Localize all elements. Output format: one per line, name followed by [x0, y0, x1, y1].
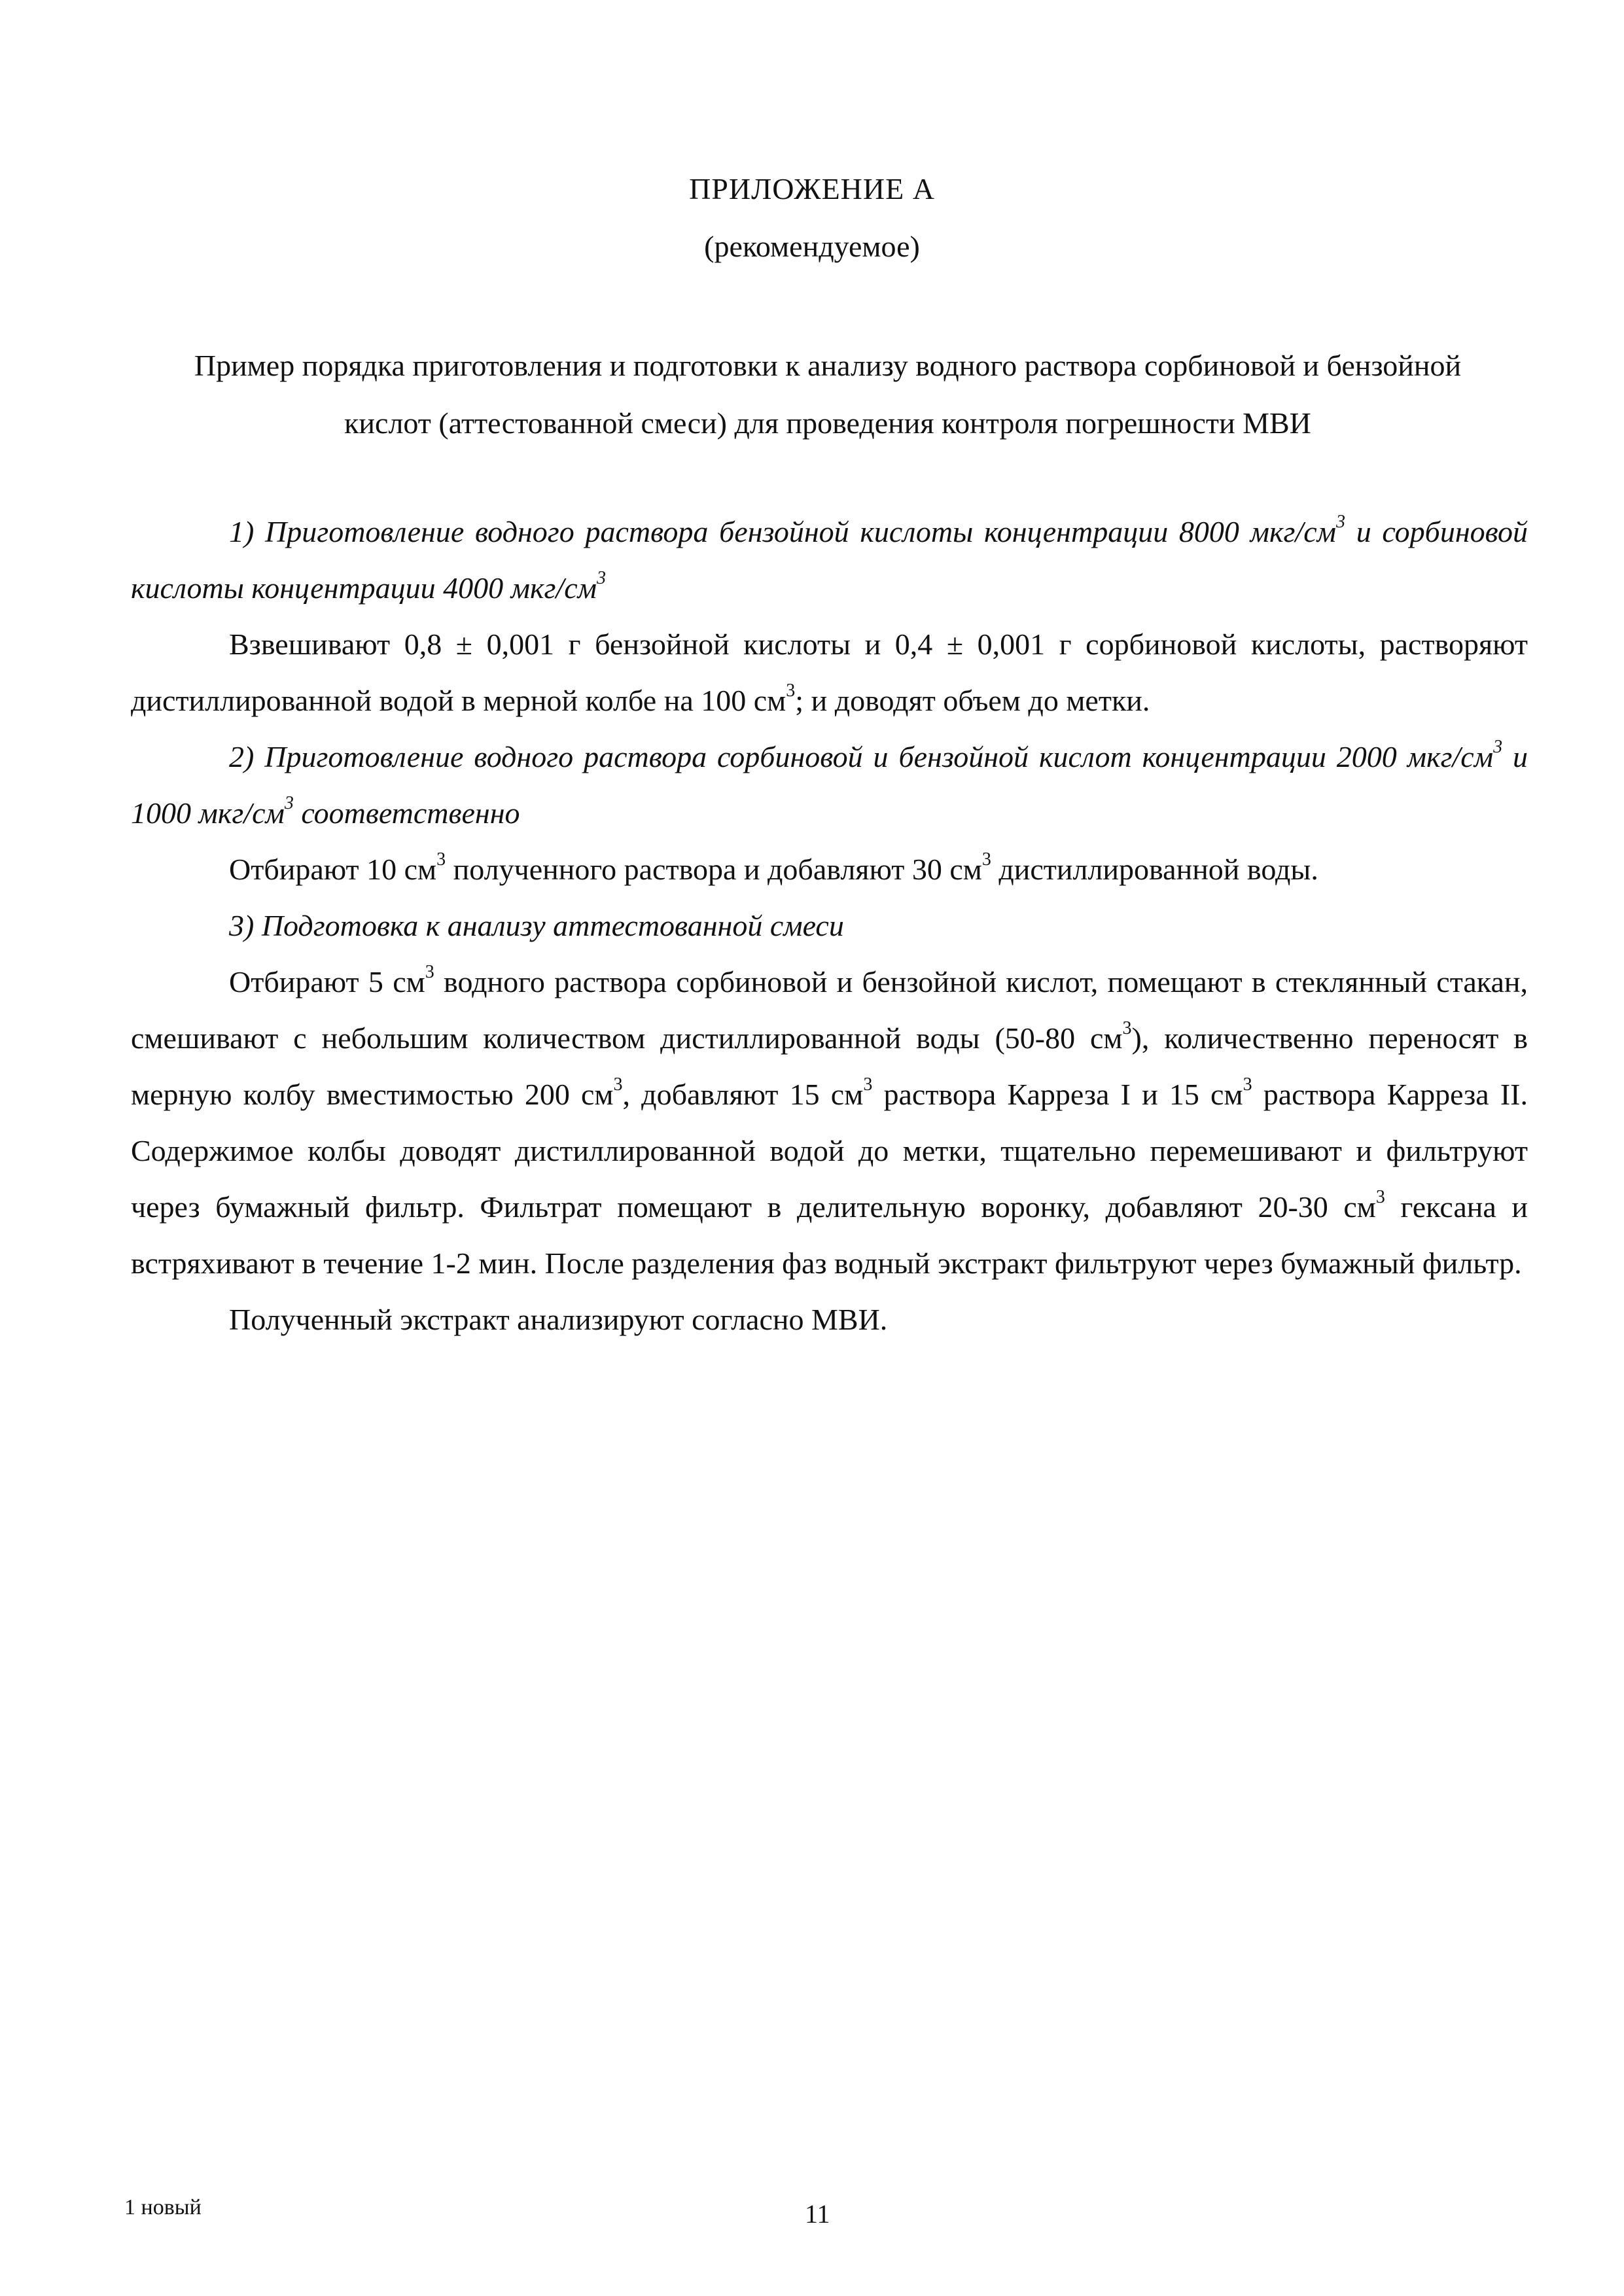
- appendix-type: (рекомендуемое): [704, 230, 920, 263]
- section-2-title-text: соответственно: [293, 796, 520, 830]
- section-1-title-text: и сорбиновой кислоты концентрации 4000 мкг/см: [131, 515, 1528, 605]
- superscript: 3: [1243, 1074, 1252, 1095]
- paragraph-text: Отбирают 5 см: [229, 965, 425, 998]
- superscript: 3: [1375, 1187, 1385, 1207]
- superscript: 3: [613, 1074, 623, 1095]
- paragraph-text: раствора Карреза II. Содержимое колбы доводят дистиллированной водой до метки, тщательно перемешивают и фильтруют через бумажный фильтр. Фильтрат помещают в делительную воронку, добавляют 20-30 см: [131, 1078, 1528, 1224]
- superscript: 3: [1336, 512, 1345, 532]
- paragraph-text: водного раствора сорбиновой и бензойной кислот, помещают в стеклянный стакан, смешивают с небольшим количеством дистиллированной воды (50-80 см: [131, 965, 1528, 1055]
- paragraph-text: Взвешивают 0,8 ± 0,001 г бензойной кислоты и 0,4 ± 0,001 г сорбиновой кислоты, растворяют дистиллированной водой в мерной колбе на 100 см: [131, 627, 1528, 717]
- section-1-title-text: 1) Приготовление водного раствора бензойной кислоты концентрации 8000 мкг/см: [229, 515, 1336, 548]
- page-number: 11: [805, 2199, 830, 2229]
- heading-line-2: кислот (аттестованной смеси) для проведения контроля погрешности МВИ: [344, 406, 1311, 440]
- superscript: 3: [597, 568, 606, 588]
- superscript: 3: [436, 849, 446, 870]
- paragraph-text: гексана и встряхивают в течение 1-2 мин. После разделения фаз водный экстракт фильтруют через бумажный фильтр.: [131, 1190, 1528, 1280]
- appendix-heading: [128, 337, 1528, 452]
- section-2-text: [131, 841, 1528, 898]
- superscript: 3: [981, 849, 991, 870]
- paragraph-text: раствора Карреза I и 15 см: [872, 1078, 1243, 1111]
- section-1-text: [131, 616, 1528, 729]
- superscript: 3: [863, 1074, 873, 1095]
- section-2-title-text: и 1000 мкг/см: [131, 740, 1528, 830]
- document-body: [131, 504, 1528, 1348]
- section-3-text: [131, 954, 1528, 1292]
- paragraph-text: ), количественно переносят в мерную колбу вместимостью 200 см: [131, 1021, 1528, 1111]
- paragraph-text: дистиллированной воды.: [991, 853, 1318, 886]
- heading-line-1: Пример порядка приготовления и подготовки к анализу водного раствора сорбиновой и бензойной: [194, 349, 1462, 382]
- conclusion-text: Полученный экстракт анализируют согласно МВИ.: [229, 1303, 888, 1336]
- superscript: 3: [284, 793, 294, 813]
- appendix-title: ПРИЛОЖЕНИЕ А: [689, 172, 935, 205]
- superscript: 3: [1122, 1018, 1132, 1038]
- section-3-title: 3) Подготовка к анализу аттестованной смеси: [229, 909, 844, 942]
- superscript: 3: [425, 962, 434, 982]
- section-2-title: [131, 729, 1528, 841]
- section-2-title-text: 2) Приготовление водного раствора сорбиновой и бензойной кислот концентрации 2000 мкг/см: [229, 740, 1494, 773]
- paragraph-text: , добавляют 15 см: [622, 1078, 864, 1111]
- edition-label: 1 новый: [124, 2195, 202, 2219]
- superscript: 3: [1493, 737, 1503, 757]
- paragraph-text: Отбирают 10 см: [229, 853, 437, 886]
- paragraph-text: полученного раствора и добавляют 30 см: [446, 853, 982, 886]
- paragraph-text: ; и доводят объем до метки.: [795, 684, 1150, 717]
- superscript: 3: [786, 680, 796, 701]
- section-1-title: [131, 504, 1528, 616]
